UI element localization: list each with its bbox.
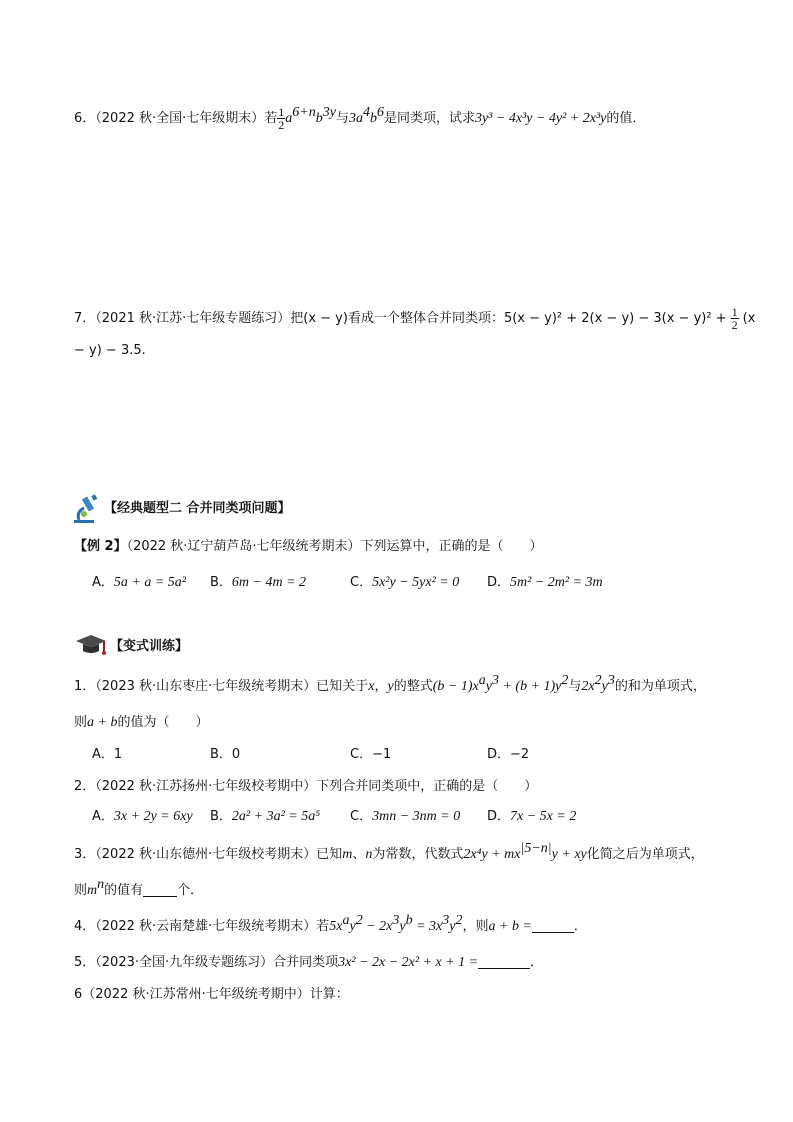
option-letter: A． — [92, 809, 114, 824]
option-letter: D． — [487, 809, 511, 824]
option-letter: A． — [92, 575, 114, 590]
v3-answer-blank[interactable] — [143, 882, 177, 897]
section2-title-text: 【经典题型二 合并同类项问题】 — [104, 501, 291, 516]
v1-mid: 与 — [568, 679, 582, 694]
v5-expr: 3x² − 2x − 2x² + x + 1 = — [338, 955, 479, 970]
option-expr: 6m − 4m = 2 — [231, 575, 307, 590]
v4-expr6-exp: 2 — [455, 913, 463, 928]
option-letter: B． — [210, 809, 232, 824]
example2-label: 【例 2】 — [74, 539, 127, 554]
v1-option-d[interactable] — [487, 746, 529, 764]
practice-6 — [74, 986, 349, 1004]
v3-expr1-exp: |5−n| — [520, 841, 552, 856]
option-expr: 5x²y − 5yx² = 0 — [372, 575, 460, 590]
v1-expr4-exp: 2 — [594, 673, 602, 688]
v1-option-a[interactable] — [92, 746, 122, 764]
option-letter: A． — [92, 747, 114, 762]
question-7 — [74, 306, 755, 331]
v4-expr3: − 2x — [362, 919, 393, 934]
v1-expr4: 2x — [581, 679, 595, 694]
v4-expr1: 5x — [329, 919, 343, 934]
option-letter: D． — [487, 575, 511, 590]
v3-text-c: 化简之后为单项式， — [586, 847, 704, 862]
v1-expr2: y — [485, 679, 492, 694]
practice-3 — [74, 841, 704, 864]
v3-var-m: m — [342, 847, 353, 862]
option-expr: 5m² − 2m² = 3m — [510, 575, 603, 590]
v5-prefix: 5．（2023·全国·九年级专题练习）合并同类项 — [74, 955, 339, 970]
q7-frac-num: 1 — [731, 305, 738, 319]
v1-line2-b: 的值为（ ） — [117, 715, 209, 730]
v4-end: ． — [573, 919, 587, 934]
v4-expr2: y — [349, 919, 356, 934]
q6-term-a-exp: 6+n — [292, 105, 316, 120]
q6-term-4b: b — [369, 111, 377, 126]
v4-expr1-exp: a — [342, 913, 350, 928]
q6-prefix: 6．（2022 秋·全国·七年级期末）若 — [74, 111, 278, 126]
graduation-cap-icon — [74, 632, 108, 658]
option-expr: 3x + 2y = 6xy — [113, 809, 193, 824]
v1-expr1-exp: a — [478, 673, 486, 688]
section3-title-text: 【变式训练】 — [110, 639, 189, 654]
v3-line2-b: 的值有 — [104, 883, 144, 898]
v2-option-c[interactable] — [350, 808, 460, 826]
option-value: −1 — [372, 747, 392, 762]
practice-4 — [74, 913, 587, 936]
section-title-type2 — [104, 500, 291, 518]
v2-option-b[interactable] — [210, 808, 320, 826]
v1-sep: ， — [374, 679, 388, 694]
v5-answer-blank[interactable] — [478, 954, 530, 969]
option-expr: 3mn − 3nm = 0 — [372, 809, 461, 824]
q7-line1: 7．（2021 秋·江苏·七年级专题练习）把(x − y)看成一个整体合并同类项：5(x − y)² + 2(x − y) − 3(x − y)² + — [74, 311, 727, 326]
example2-option-c[interactable] — [350, 574, 459, 592]
v5-end: ． — [530, 955, 544, 970]
practice-5 — [74, 954, 543, 972]
v2-option-d[interactable] — [487, 808, 576, 826]
option-expr: 7x − 5x = 2 — [510, 809, 577, 824]
option-expr: 5a + a = 5a² — [113, 575, 186, 590]
q6-mid2: 是同类项，试求 — [383, 111, 475, 126]
option-letter: B． — [210, 575, 232, 590]
v4-expr5-exp: 3 — [442, 913, 450, 928]
q6-mid: 与 — [335, 111, 349, 126]
example2-text: （2022 秋·辽宁葫芦岛·七年级统考期末）下列运算中，正确的是（ ） — [126, 539, 543, 554]
v3-line2-c: 个． — [177, 883, 204, 898]
v1-expr3: + (b + 1)y — [498, 679, 562, 694]
v1-text-b: 的整式 — [393, 679, 433, 694]
q6-term-b: b — [315, 111, 323, 126]
q7-frac-den: 2 — [731, 318, 738, 332]
v4-mid: ，则 — [462, 919, 489, 934]
v3-line2-m-exp: n — [97, 877, 105, 892]
question-7-line2 — [74, 342, 146, 360]
q7-line2: − y) − 3.5. — [74, 343, 146, 358]
v3-expr2: y + xy — [551, 847, 587, 862]
practice-1-line2 — [74, 714, 208, 732]
v4-expr3-exp: 3 — [392, 913, 400, 928]
q6-term-b-exp: 3y — [322, 105, 336, 120]
v1-text-c: 的和为单项式， — [614, 679, 706, 694]
q6-expression: 3y³ − 4x³y − 4y² + 2x³y — [474, 111, 607, 126]
q6-term-3a-exp: 4 — [362, 105, 370, 120]
option-letter: C． — [350, 747, 373, 762]
q7-after: (x — [742, 311, 756, 326]
example2-option-a[interactable] — [92, 574, 186, 592]
v3-expr1: 2x⁴y + mx — [463, 847, 521, 862]
example2-option-b[interactable] — [210, 574, 306, 592]
v3-var-n: n — [365, 847, 373, 862]
v1-expr5-exp: 3 — [607, 673, 615, 688]
v3-line2-a: 则 — [74, 883, 88, 898]
option-value: −2 — [510, 747, 530, 762]
v1-expr3-exp: 2 — [561, 673, 569, 688]
option-expr: 2a² + 3a² = 5a⁵ — [231, 809, 321, 824]
q7-fraction — [731, 306, 739, 331]
q6-frac-num: 1 — [278, 105, 285, 119]
v4-expr5: = 3x — [412, 919, 443, 934]
q6-suffix: 的值． — [606, 111, 646, 126]
v6-text: 6（2022 秋·江苏常州·七年级统考期中）计算： — [74, 987, 349, 1002]
v4-answer-blank[interactable] — [532, 918, 574, 933]
v1-option-b[interactable] — [210, 746, 240, 764]
q6-term-4b-exp: 6 — [376, 105, 384, 120]
option-value: 1 — [113, 747, 123, 762]
v2-text: 2．（2022 秋·江苏扬州·七年级校考期中）下列合并同类项中，正确的是（ ） — [74, 779, 538, 794]
v1-text-a: 1．（2023 秋·山东枣庄·七年级统考期末）已知关于 — [74, 679, 369, 694]
section-title-practice — [110, 638, 188, 656]
option-value: 0 — [231, 747, 241, 762]
v1-var-y: y — [387, 679, 394, 694]
v4-a-plus-b: a + b = — [488, 919, 532, 934]
practice-3-line2 — [74, 877, 204, 900]
v1-option-c[interactable] — [350, 746, 391, 764]
v4-prefix: 4．（2022 秋·云南楚雄·七年级统考期末）若 — [74, 919, 330, 934]
v3-sep: 、 — [352, 847, 366, 862]
v3-text-b: 为常数，代数式 — [372, 847, 464, 862]
v3-line2-m: m — [87, 883, 98, 898]
option-letter: D． — [487, 747, 511, 762]
option-letter: B． — [210, 747, 232, 762]
option-letter: C． — [350, 809, 373, 824]
example2-option-d[interactable] — [487, 574, 603, 592]
q6-term-a: a — [285, 111, 293, 126]
v4-expr6: y — [449, 919, 456, 934]
v1-expr1: (b − 1)x — [432, 679, 479, 694]
v3-text-a: 3．（2022 秋·山东德州·七年级校考期末）已知 — [74, 847, 343, 862]
microscope-icon — [72, 494, 104, 524]
v2-option-a[interactable] — [92, 808, 193, 826]
v4-expr4-exp: b — [405, 913, 413, 928]
v1-expr2-exp: 3 — [491, 673, 499, 688]
v1-line2-math: a + b — [87, 715, 118, 730]
v4-expr4: y — [399, 919, 406, 934]
practice-1 — [74, 673, 706, 696]
v1-var-x: x — [368, 679, 375, 694]
v4-expr2-exp: 2 — [355, 913, 363, 928]
option-letter: C． — [350, 575, 373, 590]
q6-frac-den: 2 — [278, 118, 285, 132]
question-6 — [74, 106, 645, 131]
q6-term-3a: 3a — [348, 111, 363, 126]
v1-expr5: y — [601, 679, 608, 694]
v1-line2-a: 则 — [74, 715, 88, 730]
practice-2 — [74, 778, 537, 796]
example-2 — [74, 538, 543, 556]
